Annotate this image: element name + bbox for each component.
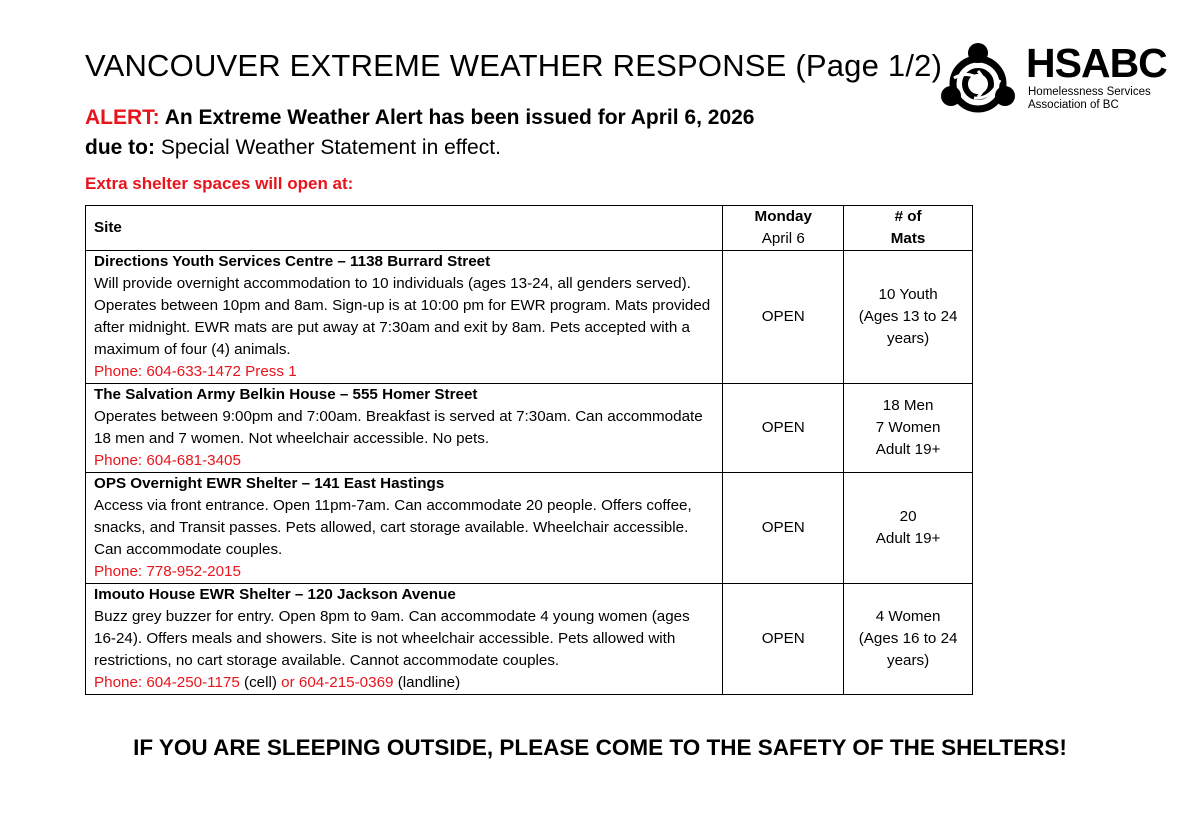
- mats-line: 7 Women: [875, 419, 941, 436]
- phone-secondary: 604-215-0369: [298, 674, 394, 691]
- mats-line: 10 Youth: [878, 286, 938, 303]
- mats-line: 4 Women: [875, 608, 941, 625]
- site-description: Buzz grey buzzer for entry. Open 8pm to 9am. Can accommodate 4 young women (ages 16-24). Offers meals and showers. Site is not wheelchair accessible. Pets allowed with restrictions, no cart storage available. Cannot accommodate couples.: [94, 608, 690, 669]
- site-description: Operates between 9:00pm and 7:00am. Breakfast is served at 7:30am. Can accommodate 18 men and 7 women. Not wheelchair accessible. No pets.: [94, 408, 703, 447]
- day-column-header: [723, 206, 844, 251]
- due-text: Special Weather Statement in effect.: [154, 136, 501, 159]
- alert-label: ALERT:: [85, 106, 160, 129]
- status-cell: OPEN: [723, 473, 844, 584]
- site-cell: [86, 251, 723, 384]
- hsabc-logo: [938, 40, 1167, 116]
- site-cell: [86, 584, 723, 695]
- page-title: VANCOUVER EXTREME WEATHER RESPONSE (Page 1/2): [85, 48, 943, 83]
- day-date: April 6: [761, 230, 805, 247]
- status-cell: OPEN: [723, 251, 844, 384]
- mats-header-line1: # of: [894, 208, 922, 225]
- shelter-table: [85, 205, 973, 695]
- site-phone: Phone: 604-633-1472 Press 1: [94, 363, 297, 380]
- table-row: [86, 251, 973, 384]
- table-row: [86, 584, 973, 695]
- mats-cell: [844, 251, 973, 384]
- mats-cell: [844, 584, 973, 695]
- due-line: [85, 136, 501, 160]
- mats-cell: [844, 384, 973, 473]
- mats-line: Adult 19+: [875, 530, 941, 547]
- table-row: [86, 473, 973, 584]
- logo-subtitle: [1028, 86, 1151, 112]
- phone-secondary-note: (landline): [393, 674, 461, 691]
- mats-cell: [844, 473, 973, 584]
- mats-line: 18 Men: [882, 397, 934, 414]
- due-label: due to:: [85, 136, 155, 159]
- site-name: Imouto House EWR Shelter – 120 Jackson Avenue: [94, 586, 456, 603]
- logo-name: HSABC: [1026, 40, 1167, 86]
- site-phone: Phone: 778-952-2015: [94, 563, 241, 580]
- mats-header-line2: Mats: [890, 230, 926, 247]
- hsabc-emblem-icon: [938, 40, 1018, 116]
- site-description: Access via front entrance. Open 11pm-7am. Can accommodate 20 people. Offers coffee, snacks, and Transit passes. Pets allowed, cart storage available. Wheelchair accessible. Can accommodate couples.: [94, 497, 692, 558]
- extra-spaces-heading: Extra shelter spaces will open at:: [85, 174, 354, 193]
- mats-line: Adult 19+: [875, 441, 941, 458]
- site-name: Directions Youth Services Centre – 1138 Burrard Street: [94, 253, 491, 270]
- logo-subtitle-line1: Homelessness Services: [1028, 86, 1151, 98]
- site-phone: Phone: 604-681-3405: [94, 452, 241, 469]
- phone-primary: Phone: 604-250-1175: [94, 674, 240, 691]
- mats-column-header: [844, 206, 973, 251]
- site-column-header: Site: [86, 206, 723, 251]
- site-name: The Salvation Army Belkin House – 555 Homer Street: [94, 386, 478, 403]
- site-phone: [94, 672, 714, 694]
- site-description: Will provide overnight accommodation to 10 individuals (ages 13-24, all genders served). Operates between 10pm and 8am. Sign-up is at 10:00 pm for EWR program. Mats provided after midnight. EWR mats are put away at 7:30am and exit by 8am. Pets accepted with a maximum of four (4) animals.: [94, 275, 711, 358]
- site-name: OPS Overnight EWR Shelter – 141 East Hastings: [94, 475, 445, 492]
- mats-line: (Ages 16 to 24: [858, 630, 958, 647]
- day-name: Monday: [754, 208, 812, 225]
- status-cell: OPEN: [723, 584, 844, 695]
- mats-line: years): [886, 652, 930, 669]
- safety-banner: IF YOU ARE SLEEPING OUTSIDE, PLEASE COME TO THE SAFETY OF THE SHELTERS!: [133, 735, 1067, 760]
- mats-line: years): [886, 330, 930, 347]
- status-cell: OPEN: [723, 384, 844, 473]
- site-cell: [86, 473, 723, 584]
- alert-line: [85, 106, 755, 130]
- alert-text: An Extreme Weather Alert has been issued for April 6, 2026: [159, 106, 755, 129]
- logo-subtitle-line2: Association of BC: [1028, 99, 1119, 111]
- phone-primary-note: (cell): [239, 674, 277, 691]
- table-header-row: [86, 206, 973, 251]
- mats-line: (Ages 13 to 24: [858, 308, 958, 325]
- mats-line: 20: [899, 508, 917, 525]
- phone-or: or: [276, 674, 299, 691]
- table-row: [86, 384, 973, 473]
- site-cell: [86, 384, 723, 473]
